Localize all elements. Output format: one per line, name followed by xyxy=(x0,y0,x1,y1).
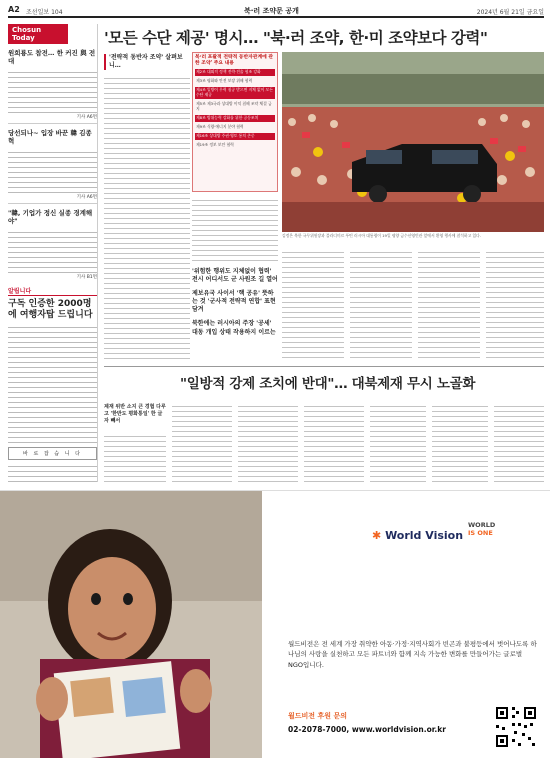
ad-tagline xyxy=(468,521,495,537)
qr-code-icon[interactable] xyxy=(494,705,538,749)
summary-row: 제5조 제3국과 상대방 이익 침해 조약 체결 금지 xyxy=(196,101,272,112)
main-headline[interactable]: '모든 수단 제공' 명시… "북·러 조약, 한·미 조약보다 강력" xyxy=(104,29,488,47)
world-vision-logo xyxy=(372,529,463,542)
summary-row: 제3조 평화와 안전 보장 위해 협력 xyxy=(196,78,253,84)
second-column-3 xyxy=(238,402,298,484)
article-column-4 xyxy=(350,248,412,362)
chosun-today-label: Chosun Today xyxy=(8,24,68,44)
summary-row: 제9조 식량·에너지 분야 협력 xyxy=(196,123,244,129)
page-number: A2 xyxy=(8,5,20,14)
pull-quote: 제보유국 사이서 '핵 공유' 뜻하는 것 '군사적 전략적 연합' 표현 담겨 xyxy=(192,290,276,314)
correction-box-label: 바 로 잡 습 니 다 xyxy=(8,447,97,460)
second-column-7 xyxy=(494,402,544,484)
pull-quote: '위험한 행위도 지체없이 협력' 전시 어디서도 군 사원조 길 열어 xyxy=(192,268,278,284)
brief-title-2[interactable]: 당선되나~ 입장 바꾼 韓 김종혁 xyxy=(8,128,92,146)
second-column-6 xyxy=(432,402,488,484)
article-column-1 xyxy=(104,74,190,362)
paper-name: 조선일보 104 xyxy=(26,9,63,16)
issue-date: 2024년 6월 21일 금요일 xyxy=(476,9,544,16)
world-vision-wordmark: World Vision xyxy=(385,529,464,542)
article-column-3 xyxy=(282,248,344,362)
brief-text-3 xyxy=(8,228,97,274)
summary-title: 북·러 포괄적 전략적 동반자관계에 관한 조약' 주요 내용 xyxy=(195,55,274,67)
second-headline[interactable]: "일방적 강제 조치에 반대"… 대북제재 무시 노골화 xyxy=(180,376,476,392)
second-column-2 xyxy=(172,402,232,484)
brief-ref-2: 기사 A6면 xyxy=(76,194,97,200)
photo-caption: 김정은 북한 국무위원장과 블라디미르 푸틴 러시아 대통령이 19일 평양 금수산영빈관 앞에서 환영 행사에 참석하고 있다. xyxy=(282,233,481,238)
summary-row: 제2조 대외적 정책 전략·전술 협조 강화 xyxy=(195,69,275,76)
left-column xyxy=(8,24,98,482)
donation-contact[interactable]: 02-2078-7000, www.worldvision.or.kr xyxy=(288,725,446,734)
second-lede: 제재 위반 소지 큰 경협 다루고 '한반도 평화통일' 한 글자 빼서 xyxy=(104,404,166,424)
second-column-1 xyxy=(104,432,166,484)
world-vision-ad[interactable] xyxy=(0,490,550,758)
notice-title[interactable]: 구독 인증한 2000명에 여행자탑 드립니다 xyxy=(8,298,93,320)
second-column-4 xyxy=(304,402,364,484)
second-column-5 xyxy=(370,402,426,484)
article-subhead: '전략적 동반자 조약' 살펴보니… xyxy=(104,54,190,70)
news-photo[interactable] xyxy=(282,52,544,232)
crowd-photo-illustration xyxy=(282,52,544,232)
tagline-accent: IS ONE xyxy=(468,529,493,538)
section-divider xyxy=(104,366,544,367)
brief-title-3[interactable]: "韓, 기업가 정신 실종 경계해야" xyxy=(8,208,93,226)
child-illustration xyxy=(0,491,262,758)
article-column-2a xyxy=(192,196,278,264)
treaty-summary-box xyxy=(192,52,278,192)
page-header xyxy=(8,4,544,18)
brief-text-2 xyxy=(8,148,97,194)
divider xyxy=(8,203,97,204)
summary-row: 제19조 정보 보안 협력 xyxy=(196,141,234,147)
divider xyxy=(8,123,97,124)
ad-body-text: 월드비전은 전 세계 가장 취약한 아동·가정·지역사회가 빈곤과 불평등에서 벗어나도록 하나님의 사랑을 실천하고 모든 파트너와 함께 지속 가능한 변화를 만들어가는 글로벌 NGO입니다. xyxy=(288,640,537,669)
brief-ref-1: 기사 A6면 xyxy=(76,114,97,120)
donation-inquiry-label: 월드비전 후원 문의 xyxy=(288,712,347,720)
brief-title-1[interactable]: 원희룡도 참전… 한 커진 與 전대 xyxy=(8,49,96,66)
tagline-line-1: WORLD xyxy=(468,521,496,529)
summary-row: 제16조 상대방 주권·영토 통치 존중 xyxy=(195,133,275,140)
summary-row: 제4조 일방이 무력 침공 받으면 지체 없이 모든 수단 제공 xyxy=(195,87,275,99)
pull-quotes xyxy=(192,268,278,337)
notice-text xyxy=(8,323,97,443)
article-column-5 xyxy=(418,248,480,362)
section-title: 북·러 조약문 공개 xyxy=(244,7,299,15)
notice-tag: 알립니다 xyxy=(8,286,97,296)
summary-row: 제8조 방위능력 강화를 위한 공동조치 xyxy=(195,115,275,122)
pull-quote: 북한에는 러시아의 주장 '공세' 대동 개입 상태 작용하지 이르는 xyxy=(192,320,276,336)
brief-text-1 xyxy=(8,68,97,114)
article-column-6 xyxy=(486,248,544,362)
tagline-line-2 xyxy=(468,529,495,537)
correction-text xyxy=(8,462,97,482)
world-vision-star-icon: ✱ xyxy=(372,529,382,542)
child-photo xyxy=(0,491,262,758)
brief-ref-3: 기사 B1면 xyxy=(76,274,97,280)
